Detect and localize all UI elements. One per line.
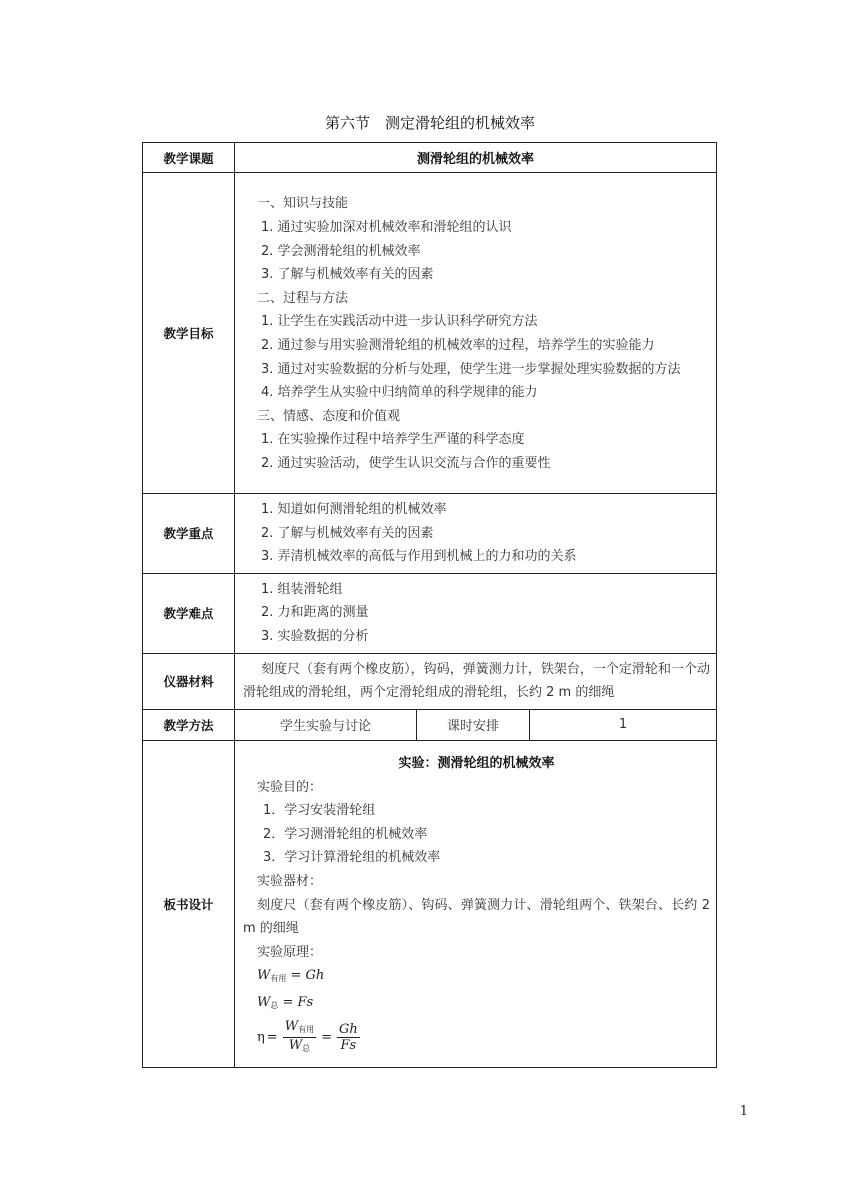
- difficulties-label: 教学难点: [143, 573, 235, 653]
- materials-text: 刻度尺（套有两个橡皮筋），钩码，弹簧测力计，铁架台，一个定滑轮和一个动滑轮组成的滑轮组，两个定滑轮组成的滑轮组，长约 2 m 的细绳: [243, 661, 710, 701]
- difficulty-item: 3. 实验数据的分析: [261, 628, 369, 644]
- useful-work-formula: $W_{有用} = Gh$: [257, 968, 325, 984]
- purpose-item: 2．学习测滑轮组的机械效率: [263, 826, 428, 842]
- objective-item: 1. 通过实验加深对机械效率和滑轮组的认识: [261, 220, 512, 236]
- topic-value: 测滑轮组的机械效率: [235, 143, 717, 173]
- principle-label: 实验原理：: [257, 944, 323, 960]
- materials-label: 仪器材料: [143, 653, 235, 709]
- objective-item: 1. 在实验操作过程中培养学生严谨的科学态度: [261, 432, 525, 448]
- hours-value: 1: [530, 710, 717, 740]
- equipment-text: 刻度尺（套有两个橡皮筋）、钩码、弹簧测力计、滑轮组两个、铁架台、长约 2 m 的细绳: [243, 897, 710, 937]
- objective-heading-2: 二、过程与方法: [257, 290, 349, 306]
- objective-item: 3. 通过对实验数据的分析与处理，使学生进一步掌握处理实验数据的方法: [261, 361, 681, 377]
- objective-item: 4. 培养学生从实验中归纳简单的科学规律的能力: [261, 385, 538, 401]
- lesson-plan-table: [142, 142, 717, 1068]
- equipment-label: 实验器材：: [257, 873, 323, 889]
- board-heading: 实验：测滑轮组的机械效率: [398, 755, 555, 771]
- objectives-label: 教学目标: [143, 173, 235, 494]
- total-work-formula: $W_总 = Fs$: [257, 994, 314, 1010]
- purpose-label: 实验目的：: [257, 779, 323, 795]
- efficiency-formula: η = $\frac{W_{有用}}{W_总}$ = $\frac{Gh}{Fs}$: [243, 1018, 710, 1058]
- objective-item: 2. 通过实验活动，使学生认识交流与合作的重要性: [261, 455, 551, 471]
- topic-label: 教学课题: [143, 143, 235, 173]
- page-number: 1: [739, 1104, 748, 1119]
- board-cell: [235, 740, 717, 1067]
- method-row: [143, 709, 717, 740]
- board-label: 板书设计: [143, 740, 235, 1067]
- key-points-label: 教学重点: [143, 494, 235, 574]
- objectives-cell: [235, 173, 717, 494]
- objective-item: 2. 学会测滑轮组的机械效率: [261, 243, 421, 259]
- key-points-row: [143, 494, 717, 574]
- board-row: [143, 740, 717, 1067]
- method-cell: [235, 709, 717, 740]
- method-value: 学生实验与讨论: [279, 719, 371, 735]
- work-ratio-fraction: $\frac{W_{有用}}{W_总}$: [284, 1019, 315, 1054]
- materials-row: [143, 653, 717, 709]
- difficulty-item: 2. 力和距离的测量: [261, 605, 369, 621]
- objective-heading-1: 一、知识与技能: [257, 196, 349, 212]
- page-title: 第六节 测定滑轮组的机械效率: [324, 114, 535, 132]
- purpose-item: 1．学习安装滑轮组: [263, 803, 376, 819]
- difficulty-item: 1. 组装滑轮组: [261, 581, 343, 597]
- key-point-item: 1. 知道如何测滑轮组的机械效率: [261, 502, 447, 517]
- force-ratio-fraction: $\frac{Gh}{Fs}$: [338, 1022, 358, 1054]
- objective-item: 2. 通过参与用实验测滑轮组的机械效率的过程，培养学生的实验能力: [261, 338, 655, 353]
- difficulties-row: [143, 573, 717, 653]
- objectives-row: [143, 173, 717, 494]
- hours-label: 课时安排: [417, 710, 530, 740]
- difficulties-cell: [235, 573, 717, 653]
- objective-item: 1. 让学生在实践活动中进一步认识科学研究方法: [261, 314, 538, 330]
- topic-row: [143, 143, 717, 173]
- objective-item: 3. 了解与机械效率有关的因素: [261, 267, 434, 283]
- purpose-item: 3．学习计算滑轮组的机械效率: [263, 850, 441, 866]
- objective-heading-3: 三、情感、态度和价值观: [257, 408, 401, 424]
- key-point-item: 2. 了解与机械效率有关的因素: [261, 525, 434, 541]
- method-label: 教学方法: [143, 709, 235, 740]
- materials-cell: [235, 653, 717, 709]
- key-point-item: 3. 弄清机械效率的高低与作用到机械上的力和功的关系: [261, 549, 577, 565]
- key-points-cell: [235, 494, 717, 574]
